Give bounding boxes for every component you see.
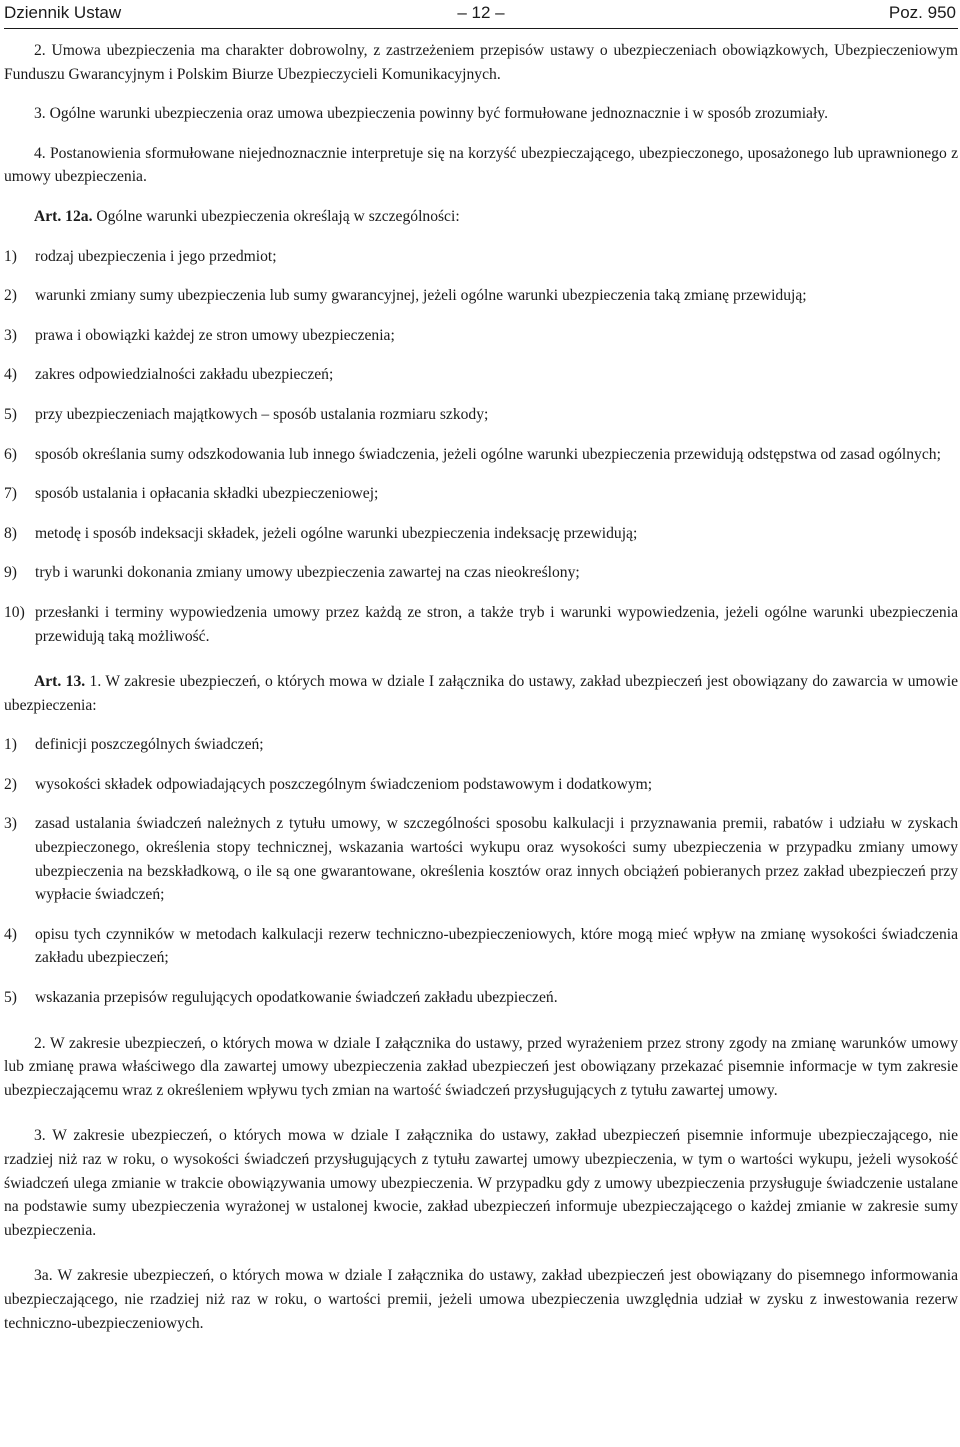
journal-title: Dziennik Ustaw bbox=[4, 3, 122, 22]
art13-intro-text: 1. W zakresie ubezpieczeń, o których mowa w dziale I załącznika do ustawy, zakład ubezpieczeń jest obowiązany do zawarcia w umowie ubezpieczenia: bbox=[4, 673, 958, 714]
list-item-number: 3) bbox=[4, 815, 17, 833]
list-item-text: przesłanki i terminy wypowiedzenia umowy przez każdą ze stron, a także tryb i warunki wypowiedzenia, jeżeli ogólne warunki ubezpieczenia przewidują taką możliwość. bbox=[35, 603, 958, 645]
list-item-number: 2) bbox=[4, 775, 17, 793]
list-item bbox=[4, 812, 958, 906]
art13-para3a: 3a. W zakresie ubezpieczeń, o których mowa w dziale I załącznika do ustawy, zakład ubezpieczeń jest obowiązany do pisemnego informowania ubezpieczającego, nie rzadziej niż raz w roku, o wartości premii, jeżeli umowa ubezpieczenia uwzględnia udział w zysku z inwestowania rezerw techniczno-ubezpieczeniowych. bbox=[4, 1267, 958, 1332]
list-item bbox=[4, 986, 958, 1010]
list-item-text: metodę i sposób indeksacji składek, jeżeli ogólne warunki ubezpieczenia indeksację przewidują; bbox=[35, 524, 638, 542]
document-body bbox=[4, 29, 958, 1335]
list-item-number: 9) bbox=[4, 564, 17, 582]
document-page bbox=[4, 0, 958, 1351]
list-item-text: prawa i obowiązki każdej ze stron umowy ubezpieczenia; bbox=[35, 326, 395, 344]
list-item bbox=[4, 733, 958, 757]
art12a-intro bbox=[4, 205, 958, 229]
art13-para3: 3. W zakresie ubezpieczeń, o których mowa w dziale I załącznika do ustawy, zakład ubezpieczeń pisemnie informuje ubezpieczającego, nie rzadziej niż raz w roku, o wysokości świadczeń przysługujących z tytułu zawartej umowy ubezpieczenia, w tym o wartości wykupu, jeżeli wysokość świadczeń ulega zmianie w trakcie obowiązywania umowy ubezpieczenia. W przypadku gdy z umowy ubezpieczenia przysługuje świadczenie ustalane na podstawie sumy ubezpieczenia wyrażonej w ustalonej kwocie, zakład ubezpieczeń informuje ubezpieczającego o każdej zmianie w zakresie sumy ubezpieczenia. bbox=[4, 1127, 958, 1239]
list-item-number: 3) bbox=[4, 326, 17, 344]
list-item bbox=[4, 363, 958, 387]
list-item-number: 1) bbox=[4, 247, 17, 265]
list-item bbox=[4, 245, 958, 269]
art12a-intro-text: Ogólne warunki ubezpieczenia określają w szczególności: bbox=[96, 207, 460, 225]
art12-para3: 3. Ogólne warunki ubezpieczenia oraz umowa ubezpieczenia powinny być formułowane jednoznacznie i w sposób zrozumiały. bbox=[34, 105, 828, 123]
list-item-number: 8) bbox=[4, 524, 17, 542]
list-item-number: 6) bbox=[4, 445, 17, 463]
art13-intro bbox=[4, 670, 958, 717]
list-item-number: 7) bbox=[4, 485, 17, 503]
list-item-number: 1) bbox=[4, 736, 17, 754]
art12-para4: 4. Postanowienia sformułowane niejednoznacznie interpretuje się na korzyść ubezpieczającego, ubezpieczonego, uposażonego lub uprawnionego z umowy ubezpieczenia. bbox=[4, 144, 958, 186]
list-item bbox=[4, 773, 958, 797]
list-item-text: definicji poszczególnych świadczeń; bbox=[35, 736, 264, 754]
list-item bbox=[4, 324, 958, 348]
list-item-text: warunki zmiany sumy ubezpieczenia lub sumy gwarancyjnej, jeżeli ogólne warunki ubezpieczenia taką zmianę przewidują; bbox=[35, 287, 807, 305]
list-item-text: wskazania przepisów regulujących opodatkowanie świadczeń zakładu ubezpieczeń. bbox=[35, 989, 558, 1007]
list-item-number: 4) bbox=[4, 925, 17, 943]
art12a-label: Art. 12a. bbox=[34, 207, 93, 225]
list-item-text: zakres odpowiedzialności zakładu ubezpieczeń; bbox=[35, 366, 334, 384]
list-item bbox=[4, 601, 958, 648]
list-item bbox=[4, 403, 958, 427]
list-item-text: sposób określania sumy odszkodowania lub innego świadczenia, jeżeli ogólne warunki ubezpieczenia przewidują odstępstwa od zasad ogólnych; bbox=[35, 445, 941, 463]
list-item bbox=[4, 522, 958, 546]
list-item-number: 10) bbox=[4, 603, 25, 621]
list-item-text: rodzaj ubezpieczenia i jego przedmiot; bbox=[35, 247, 277, 265]
page-header bbox=[4, 0, 958, 29]
list-item-text: zasad ustalania świadczeń należnych z tytułu umowy, w szczególności sposobu kalkulacji i przyznawania premii, rabatów i udziału w zyskach ubezpieczonego, określenia stopy technicznej, wskazania wartości wykupu oraz wysokości sumy ubezpieczenia w przypadku zmiany umowy ubezpieczenia na bezskładkową, o ile są one gwarantowane, określenia kosztów oraz innych obciążeń pobieranych przez zakład ubezpieczeń przy wypłacie świadczeń; bbox=[35, 815, 958, 904]
art12-para2: 2. Umowa ubezpieczenia ma charakter dobrowolny, z zastrzeżeniem przepisów ustawy o ubezpieczeniach obowiązkowych, Ubezpieczeniowym Funduszu Gwarancyjnym i Polskim Biurze Ubezpieczycieli Komunikacyjnych. bbox=[4, 42, 958, 83]
list-item-text: wysokości składek odpowiadających poszczególnym świadczeniom podstawowym i dodatkowym; bbox=[35, 775, 653, 793]
list-item-number: 5) bbox=[4, 989, 17, 1007]
art12a-list bbox=[4, 245, 958, 649]
list-item-text: opisu tych czynników w metodach kalkulacji rezerw techniczno-ubezpieczeniowych, które mogą mieć wpływ na zmianę wysokości świadczenia zakładu ubezpieczeń; bbox=[35, 925, 958, 967]
list-item bbox=[4, 284, 958, 308]
list-item-text: przy ubezpieczeniach majątkowych – sposób ustalania rozmiaru szkody; bbox=[35, 405, 489, 423]
list-item bbox=[4, 482, 958, 506]
page-number: – 12 – bbox=[457, 3, 505, 22]
list-item-number: 5) bbox=[4, 405, 17, 423]
list-item bbox=[4, 561, 958, 585]
position-number: Poz. 950 bbox=[888, 3, 956, 22]
list-item-text: sposób ustalania i opłacania składki ubezpieczeniowej; bbox=[35, 485, 379, 503]
list-item-number: 4) bbox=[4, 366, 17, 384]
art13-label: Art. 13. bbox=[34, 673, 86, 691]
list-item bbox=[4, 923, 958, 970]
art13-para2: 2. W zakresie ubezpieczeń, o których mowa w dziale I załącznika do ustawy, przed wyrażeniem przez strony zgody na zmianę warunków umowy lub zmianę prawa właściwego dla zawartej umowy ubezpieczenia zakład ubezpieczeń jest obowiązany przekazać pisemnie informacje w tym zakresie ubezpieczającemu wraz z określeniem wpływu tych zmian na wartość świadczeń przysługujących z tytułu zawartej umowy. bbox=[4, 1034, 958, 1099]
art13-list bbox=[4, 733, 958, 1009]
list-item bbox=[4, 443, 958, 467]
list-item-number: 2) bbox=[4, 287, 17, 305]
list-item-text: tryb i warunki dokonania zmiany umowy ubezpieczenia zawartej na czas nieokreślony; bbox=[35, 564, 580, 582]
